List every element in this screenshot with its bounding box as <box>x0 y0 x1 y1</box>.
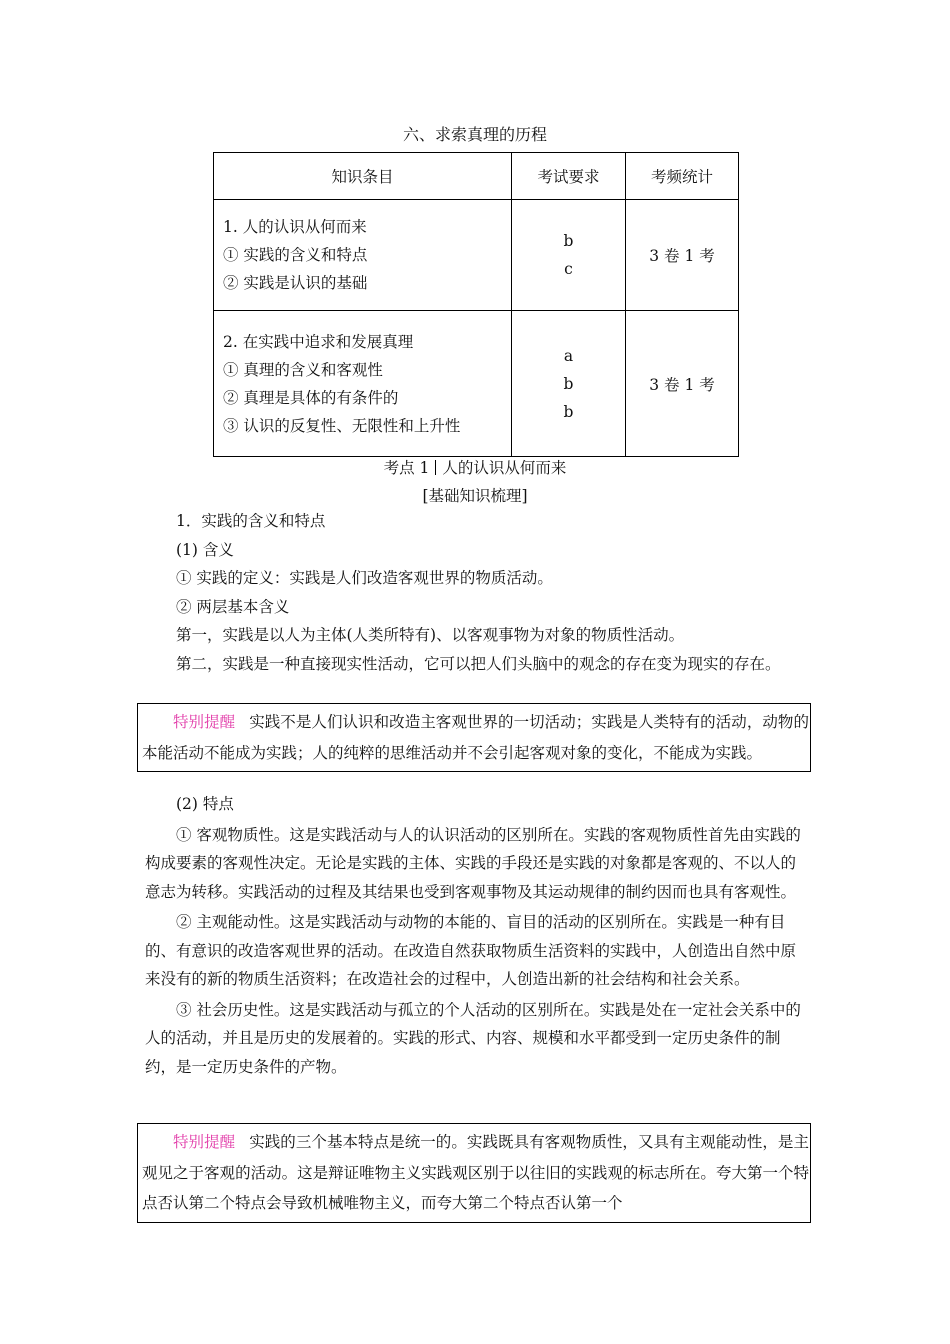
knowledge-item: 2. 在实践中追求和发展真理 <box>223 332 414 351</box>
section-title <box>0 456 950 478</box>
knowledge-item: ② 真理是具体的有条件的 <box>223 388 399 407</box>
knowledge-item: ① 实践的含义和特点 <box>223 246 368 264</box>
meaning-first: 第一，实践是以人为主体(人类所特有)、以客观事物为对象的物质性活动。 <box>176 626 685 644</box>
frequency-cell: 3 卷 1 考 <box>626 200 739 311</box>
requirement-level: b <box>563 402 574 421</box>
requirement-level: b <box>563 232 574 250</box>
section-divider <box>435 460 436 475</box>
requirement-level: b <box>563 374 574 393</box>
requirement-level: a <box>563 346 574 365</box>
reminder-box <box>137 703 811 772</box>
feature-social: ③ 社会历史性。这是实践活动与孤立的个人活动的区别所在。实践是处在一定社会关系中的人的活动，并且是历史的发展着的。实践的形式、内容、规模和水平都受到一定历史条件的制约，是一定历史条件的产物。 <box>145 1000 801 1076</box>
knowledge-item: ② 实践是认识的基础 <box>223 274 368 292</box>
section-label: 考点 1 <box>383 459 430 477</box>
table-header-row <box>214 153 739 200</box>
reminder-box <box>137 1123 811 1223</box>
feature-subjective: ② 主观能动性。这是实践活动与动物的本能的、盲目的活动的区别所在。实践是一种有目的、有意识的改造客观世界的活动。在改造自然获取物质生活资料的实践中，人创造出自然中原来没有的新的物质生活资料；在改造社会的过程中，人创造出新的社会结构和社会关系。 <box>145 913 797 988</box>
reminder-label: 特别提醒 <box>173 713 236 731</box>
knowledge-item: 1. 人的认识从何而来 <box>223 218 367 236</box>
content-block-1 <box>145 507 810 678</box>
table-row <box>214 311 739 457</box>
sub-meaning: (1) 含义 <box>176 540 234 559</box>
header-exam-requirement: 考试要求 <box>512 153 626 200</box>
reminder-label: 特别提醒 <box>173 1133 236 1151</box>
frequency-cell: 3 卷 1 考 <box>626 311 739 457</box>
content-block-2 <box>145 790 810 1081</box>
reminder-text: 实践的三个基本特点是统一的。实践既具有客观物质性，又具有主观能动性，是主观见之于客观的活动。这是辩证唯物主义实践观区别于以往旧的实践观的标志所在。夸大第一个特点否认第二个特点会导致机械唯物主义，而夸大第二个特点否认第一个 <box>142 1133 809 1212</box>
knowledge-items-cell <box>214 311 512 457</box>
subsection-heading: [基础知识梳理] <box>422 487 528 505</box>
knowledge-item: ③ 认识的反复性、无限性和上升性 <box>223 416 461 435</box>
two-meanings: ② 两层基本含义 <box>176 597 290 616</box>
sub-features: (2) 特点 <box>176 795 234 813</box>
header-knowledge-items: 知识条目 <box>214 153 512 200</box>
requirement-level: c <box>564 260 573 278</box>
meaning-second: 第二，实践是一种直接现实性活动，它可以把人们头脑中的观念的存在变为现实的存在。 <box>176 654 781 673</box>
feature-objective: ① 客观物质性。这是实践活动与人的认识活动的区别所在。实践的客观物质性首先由实践的构成要素的客观性决定。无论是实践的主体、实践的手段还是实践的对象都是客观的、不以人的意志为转移。实践活动的过程及其结果也受到客观事物及其运动规律的制约因而也具有客观性。 <box>145 825 801 901</box>
practice-definition: ① 实践的定义：实践是人们改造客观世界的物质活动。 <box>176 569 553 587</box>
knowledge-table <box>213 152 739 457</box>
table-row <box>214 200 739 311</box>
requirements-cell <box>512 311 626 457</box>
knowledge-items-cell <box>214 200 512 311</box>
header-frequency: 考频统计 <box>626 153 739 200</box>
page-title: 六、求索真理的历程 <box>402 125 547 144</box>
knowledge-item: ① 真理的含义和客观性 <box>223 360 383 379</box>
reminder-text: 实践不是人们认识和改造主客观世界的一切活动；实践是人类特有的活动，动物的本能活动不能成为实践；人的纯粹的思维活动并不会引起客观对象的变化，不能成为实践。 <box>142 713 809 762</box>
section-name: 人的认识从何而来 <box>442 459 567 477</box>
requirements-cell <box>512 200 626 311</box>
heading-practice: 1．实践的含义和特点 <box>176 512 326 530</box>
